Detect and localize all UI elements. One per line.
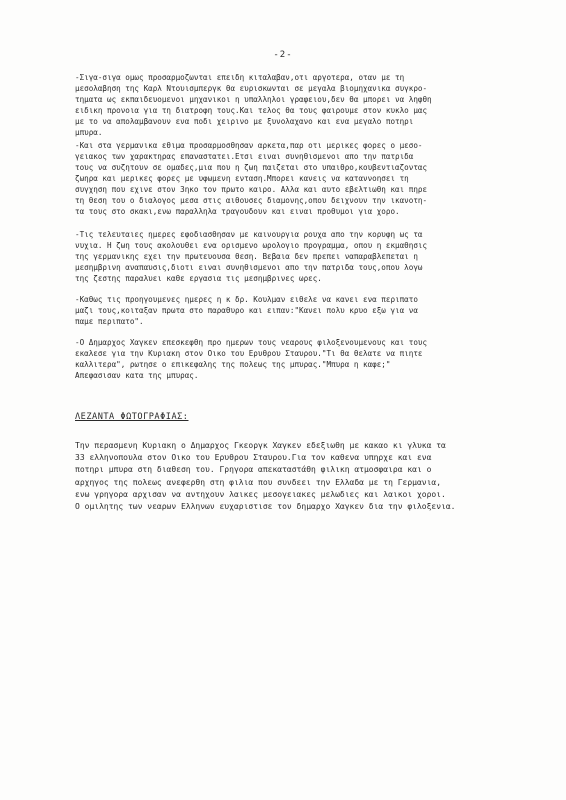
text-line: μαζι τους,κοιταξαν πρωτα στο παραθυρο και ειπαν:"Κανει πολυ κρυο εξω για να bbox=[75, 306, 418, 315]
text-line: -Ο Δημαρχος Χαγκεν επεσκεφθη προ ημερων τους νεαρους φιλοξενουμενους και τους bbox=[75, 338, 428, 347]
paragraph-customs bbox=[75, 140, 525, 217]
text-line: Απεφασισαν κατα της μπυρας. bbox=[75, 371, 199, 380]
text-line: της ζεστης παραλυει καθε εργασια τις μεσημβρινες ωρες. bbox=[75, 274, 322, 283]
text-line: -Και στα γερμανικα εθιμα προσαρμοσθησαν αρκετα,παρ οτι μερικες φορες ο μεσο- bbox=[75, 141, 423, 150]
text-line: συγχηση που εχινε στον 3ηκο τον πρωτο καιρο. Αλλα και αυτο εβελτιωθη και πηρε bbox=[75, 185, 428, 194]
text-line: νυχια. Η ζωη τους ακολουθει ενα ορισμενο ωρολογιο προγραμμα, οπου η εκμαθησις bbox=[75, 241, 428, 250]
text-line: -Τις τελευταιες ημερες εφοδιασθησαν με καινουργια ρουχα απο την κορυφη ως τα bbox=[75, 230, 423, 239]
paragraph-walk bbox=[75, 294, 525, 327]
text-line: τα τους στο σκακι,ενω παραλληλα τραγουδουν και ειναι προθυμοι για χορο. bbox=[75, 207, 400, 216]
text-line: με το να απολαμβανουν ενα ποδι χειρινο με ξυνολαχανο και ενα μεγαλο ποτηρι bbox=[75, 117, 414, 126]
text-line: της γερμανικης εχει την πρωτευουσα θεση. Βεβαια δεν πρεπει ναπαραβλεπεται η bbox=[75, 252, 418, 261]
photo-caption bbox=[75, 440, 525, 513]
text-line: ζωηρα και μερικες φορες με υφωμενη ενταση.Μπορει κανεις να καταννοησει τη bbox=[75, 174, 409, 183]
paragraph-adaptation bbox=[75, 72, 525, 138]
caption-line: αρχηγος της πολεως ανεφερθη στη φιλια που συνδεει την Ελλαδα με τη Γερμανια, bbox=[75, 477, 442, 487]
caption-heading: ΛΕΖΑΝΤΑ ΦΩΤΟΓΡΑΦΙΑΣ: bbox=[75, 412, 189, 422]
caption-line: Ο ομιλητης των νεαρων Ελληνων ευχαριστισε τον δημαρχο Χαγκεν δια την φιλοξενια. bbox=[75, 501, 456, 511]
text-line: παμε περιπατο". bbox=[75, 317, 144, 326]
text-line: τηματα ως εκπαιδευομενοι μηχανικοι η υπαλληλοι γραφειου,δεν θα μπορει να ληφθη bbox=[75, 95, 432, 104]
text-line: μεσημβρινη αναπαυσις,διοτι ειναι συνηθισμενοι απο την πατριδα τους,οπου λογω bbox=[75, 263, 423, 272]
text-line: εκαλεσε για την Κυριακη στον Οικο του Ερυθρου Σταυρου."Τι θα θελατε να πιητε bbox=[75, 349, 423, 358]
text-line: μεσολαβηση της Καρλ Ντουισμπεργκ θα ευρισκωνται σε μεγαλα βιομηχανικα συγκρο- bbox=[75, 84, 428, 93]
text-line: ειδικη προνοια για τη διατροφη τους.Και τελος θα τους φαιρουμε στον κυκλο μας bbox=[75, 106, 428, 115]
caption-line: ποτηρι μπυρα στη διαθεση του. Γρηγορα απεκαταστάθη φιλικη ατμοσφαιρα και ο bbox=[75, 465, 432, 475]
caption-line: 33 ελληνοπουλα στον Οικο του Ερυθρου Σταυρου.Για τον καθενα υπηρχε και ενα bbox=[75, 453, 432, 463]
text-line: τους να συζητουν σε ομαδες,μια που η ζωη παιζεται στο υπαιθρο,κουβεντιαζοντας bbox=[75, 163, 428, 172]
text-line: μπυρα. bbox=[75, 128, 103, 137]
text-line: -Σιγα-σιγα ομως προσαρμοζωνται επειδη κιταλαβαν,οτι αργοτερα, οταν με τη bbox=[75, 73, 405, 82]
caption-line: Την περασμενη Κυριακη ο Δημαρχος Γκεοργκ Χαγκεν εδεξιωθη με κακαο κι γλυκα τα bbox=[75, 441, 446, 450]
text-line: τη θεση του ο διαλογος μεσα στις αιθουσες διαμονης,οπου δειχνουν την ικανοτη- bbox=[75, 196, 428, 205]
text-line: καλλιτερα", ρωτησε ο επικεφαλης της πολεως της μπυρας."Μπυρα η καφε;" bbox=[75, 360, 391, 369]
paragraph-mayor-visit bbox=[75, 337, 525, 381]
text-line: -Καθως τις προηγουμενες ημερες η κ δρ. Κουλμαν ειθελε να κανει ενα περιπατο bbox=[75, 295, 418, 304]
caption-line: ενω γρηγορα αρχισαν να αντηχουν λαικες μεσογειακες μελωδιες και λαικοι χοροι. bbox=[75, 489, 446, 499]
page-number: -2- bbox=[273, 50, 293, 60]
text-line: γειακος των χαρακτηρας επαναστατει.Ετσι ειναι συνηθισμενοι απο την πατριδα bbox=[75, 152, 414, 161]
paragraph-clothes bbox=[75, 229, 525, 284]
